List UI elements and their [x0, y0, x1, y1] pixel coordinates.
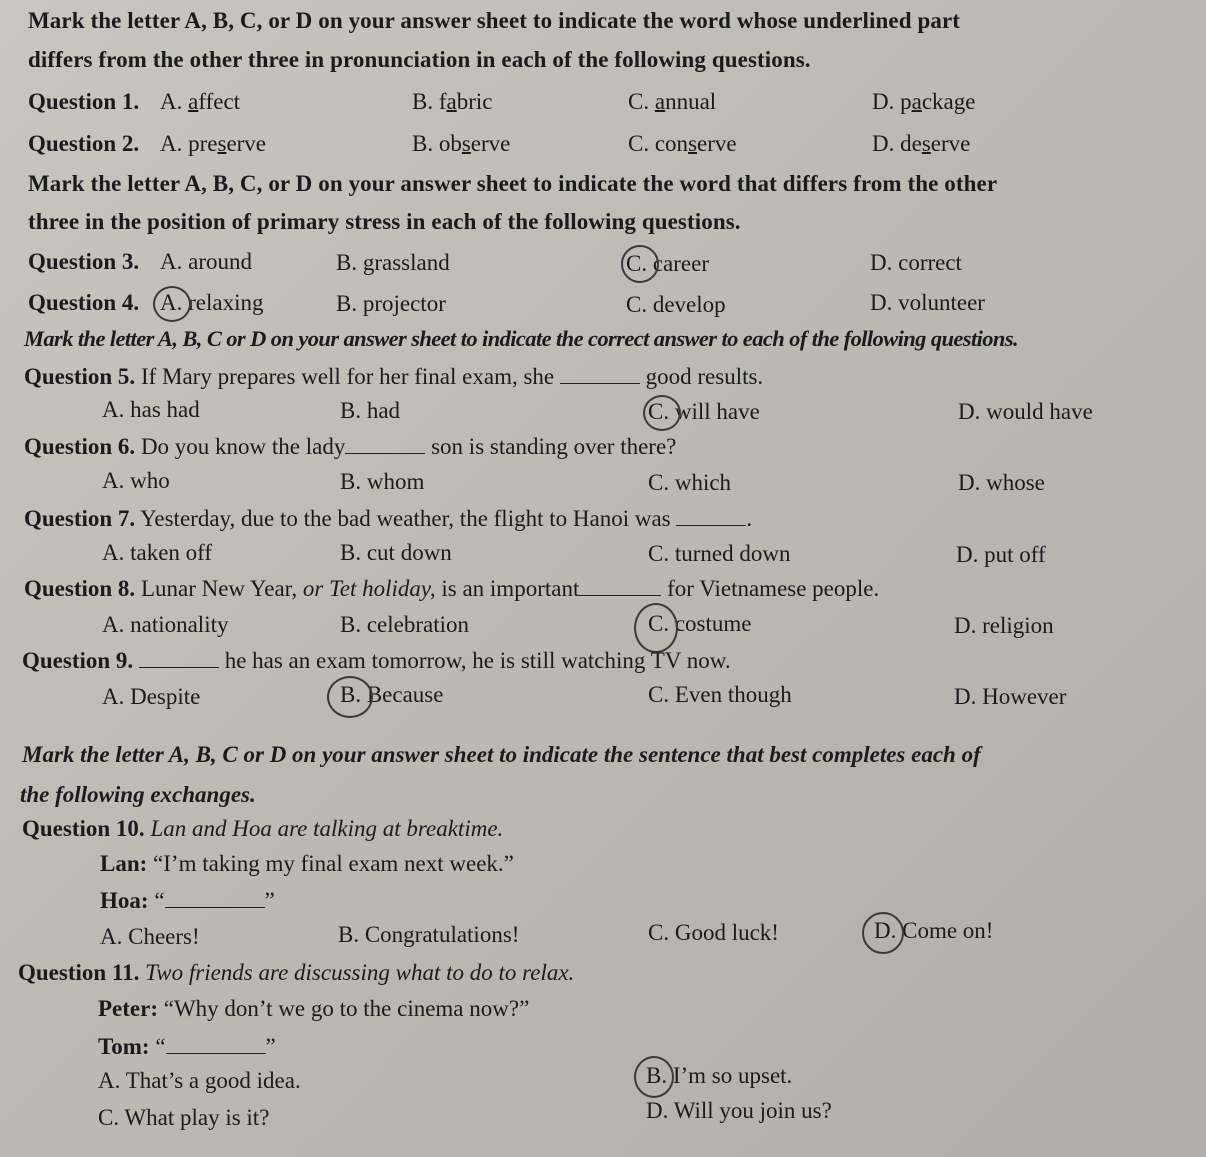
question-8-option-c: C. costume	[648, 611, 752, 636]
question-2-option-c: C. conserve	[628, 131, 737, 156]
question-6-option-d: D. whose	[958, 470, 1045, 495]
question-2-option-d: D. deserve	[872, 131, 971, 156]
question-7-option-c: C. turned down	[648, 541, 791, 566]
question-1-option-c: C. annual	[628, 89, 717, 114]
question-9-option-b: B. Because	[340, 682, 444, 707]
answer-mark-circle	[862, 912, 904, 954]
question-8-option-d: D. religion	[954, 613, 1054, 638]
answer-mark-circle	[621, 245, 659, 283]
question-11-stem: Question 11. Two friends are discussing what to do to relax.	[18, 960, 575, 985]
question-1-option-d: D. package	[872, 89, 976, 114]
question-8-stem: Question 8. Lunar New Year, or Tet holiday, is an important for Vietnamese people.	[24, 576, 880, 601]
question-10-stem: Question 10. Lan and Hoa are talking at breaktime.	[22, 816, 504, 841]
answer-mark-circle	[153, 286, 191, 322]
question-11-option-c: C. What play is it?	[98, 1105, 270, 1130]
question-9-option-d: D. However	[954, 684, 1067, 709]
answer-mark-circle	[634, 603, 678, 653]
question-10-option-d: D. Come on!	[874, 918, 994, 943]
question-8-option-a: A. nationality	[102, 612, 229, 637]
question-1-label: Question 1.	[28, 89, 140, 114]
question-5-option-b: B. had	[340, 398, 401, 423]
question-7-option-d: D. put off	[956, 542, 1046, 567]
question-4-option-a: A. relaxing	[160, 290, 264, 315]
question-2-option-a: A. preserve	[160, 131, 267, 156]
question-6-option-b: B. whom	[340, 469, 425, 494]
question-7-option-b: B. cut down	[340, 540, 452, 565]
question-1-option-b: B. fabric	[412, 89, 493, 114]
question-3-label: Question 3.	[28, 249, 140, 274]
question-2-option-b: B. observe	[412, 131, 511, 156]
section4-instruction-line2: the following exchanges.	[20, 782, 256, 807]
question-6-option-c: C. which	[648, 470, 732, 495]
answer-mark-circle	[643, 395, 681, 431]
question-4-option-b: B. projector	[336, 291, 446, 316]
question-3-option-c: C. career	[626, 251, 709, 276]
section4-instruction-line1: Mark the letter A, B, C or D on your answer sheet to indicate the sentence that best completes each of	[22, 742, 981, 767]
question-11-option-b: B. I’m so upset.	[646, 1063, 793, 1088]
section3-instruction: Mark the letter A, B, C or D on your answer sheet to indicate the correct answer to each of the following questions.	[24, 326, 1019, 351]
question-10-line-hoa: Hoa: “ ”	[100, 888, 275, 913]
question-9-option-a: A. Despite	[102, 684, 201, 709]
answer-mark-circle	[327, 676, 373, 718]
section1-instruction-line1: Mark the letter A, B, C, or D on your answer sheet to indicate the word whose underlined part	[28, 8, 961, 33]
question-2-label: Question 2.	[28, 131, 140, 156]
question-10-option-b: B. Congratulations!	[338, 922, 520, 947]
question-9-stem: Question 9. he has an exam tomorrow, he is still watching TV now.	[22, 648, 731, 673]
question-4-option-c: C. develop	[626, 292, 726, 317]
question-5-stem: Question 5. If Mary prepares well for her final exam, she good results.	[24, 364, 764, 389]
question-11-option-d: D. Will you join us?	[646, 1098, 832, 1123]
question-3-option-a: A. around	[160, 249, 252, 274]
question-3-option-b: B. grassland	[336, 250, 450, 275]
question-5-option-a: A. has had	[102, 397, 200, 422]
question-4-label: Question 4.	[28, 290, 140, 315]
section2-instruction-line2: three in the position of primary stress in each of the following questions.	[28, 209, 741, 234]
question-4-option-d: D. volunteer	[870, 290, 985, 315]
question-7-stem: Question 7. Yesterday, due to the bad weather, the flight to Hanoi was .	[24, 506, 753, 531]
question-9-option-c: C. Even though	[648, 682, 792, 707]
question-7-option-a: A. taken off	[102, 540, 213, 565]
question-11-line-peter: Peter: “Why don’t we go to the cinema now?”	[98, 996, 530, 1021]
question-5-option-c: C. will have	[648, 399, 760, 424]
question-1-option-a: A. affect	[160, 89, 241, 114]
question-8-option-b: B. celebration	[340, 612, 470, 637]
question-10-line-lan: Lan: “I’m taking my final exam next week.”	[100, 851, 514, 876]
question-5-option-d: D. would have	[958, 399, 1093, 424]
question-10-option-a: A. Cheers!	[100, 924, 200, 949]
question-11-option-a: A. That’s a good idea.	[98, 1068, 301, 1093]
question-3-option-d: D. correct	[870, 250, 962, 275]
question-10-option-c: C. Good luck!	[648, 920, 779, 945]
question-6-option-a: A. who	[102, 468, 170, 493]
question-6-stem: Question 6. Do you know the lady son is standing over there?	[24, 434, 677, 459]
answer-mark-circle	[634, 1056, 674, 1098]
section2-instruction-line1: Mark the letter A, B, C, or D on your answer sheet to indicate the word that differs from the other	[28, 171, 998, 196]
section1-instruction-line2: differs from the other three in pronunciation in each of the following questions.	[28, 47, 811, 72]
question-11-line-tom: Tom: “ ”	[98, 1034, 276, 1059]
